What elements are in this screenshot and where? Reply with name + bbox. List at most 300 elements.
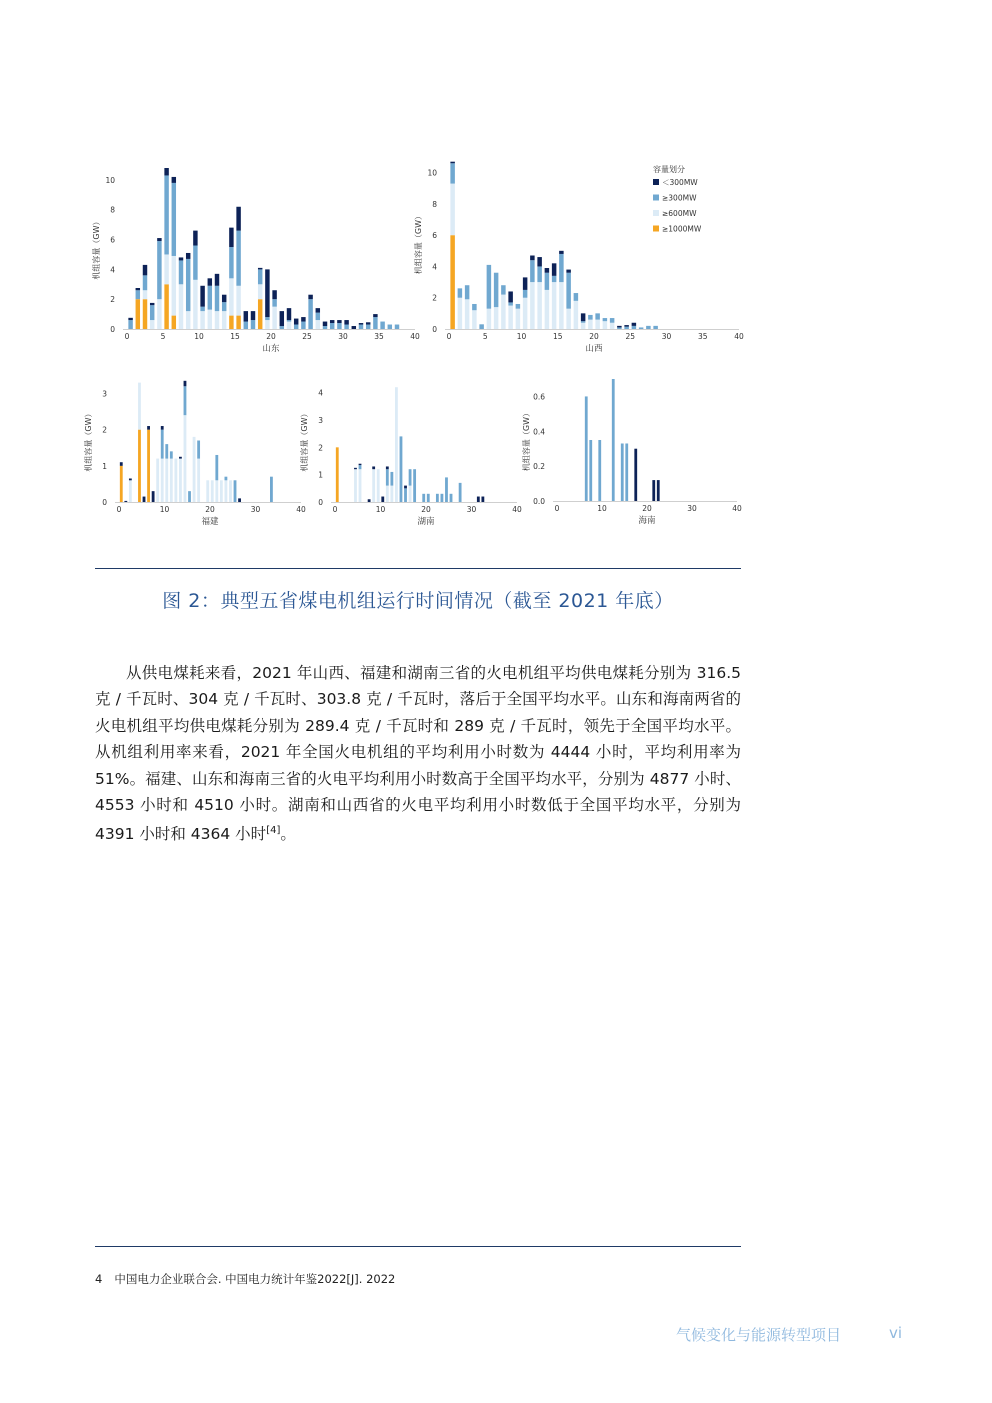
bar-segment-ge300 — [395, 325, 399, 329]
bar-segment-ge600 — [200, 311, 204, 329]
reference-marker[interactable]: [4] — [266, 825, 281, 837]
bar-segment-lt300 — [193, 231, 197, 246]
bar-segment-lt300 — [179, 257, 183, 260]
bar-segment-ge300 — [646, 326, 651, 329]
bar-segment-ge600 — [537, 282, 542, 329]
bar-segment-ge300 — [523, 290, 528, 298]
bar-segment-lt300 — [157, 238, 161, 241]
bar-segment-lt300 — [143, 265, 147, 275]
bar-segment-ge300 — [494, 273, 499, 307]
bar-segment-lt300 — [172, 177, 176, 183]
bar-segment-ge600 — [179, 284, 183, 329]
legend-swatch — [653, 226, 659, 232]
bar-segment-ge600 — [377, 469, 380, 502]
bar-segment-ge1000 — [336, 447, 339, 502]
bar-segment-lt300 — [559, 251, 564, 254]
bar-segment-ge300 — [624, 327, 629, 329]
bar-segment-ge300 — [585, 396, 588, 501]
bar-segment-ge1000 — [229, 316, 233, 329]
bar-segment-lt300 — [238, 498, 241, 502]
y-tick-label: 0 — [432, 325, 437, 334]
bar-segment-ge600 — [208, 310, 212, 329]
bar-segment-ge600 — [530, 282, 535, 329]
bar-segment-ge600 — [193, 437, 196, 502]
bar-segment-lt300 — [229, 228, 233, 247]
bar-segment-lt300 — [150, 303, 154, 305]
bar-segment-lt300 — [136, 288, 140, 290]
y-axis-label: 机组容量（GW） — [84, 409, 93, 472]
footer-page-number: vi — [889, 1324, 903, 1342]
bar-segment-lt300 — [164, 168, 168, 175]
bar-segment-ge300 — [459, 483, 462, 502]
bar-segment-lt300 — [359, 323, 363, 324]
bar-segment-ge600 — [215, 480, 218, 502]
province-label: 山西 — [585, 344, 603, 354]
y-tick-label: 0 — [102, 498, 107, 507]
bar-segment-ge600 — [487, 309, 492, 329]
bar-segment-ge300 — [413, 469, 416, 502]
bar-segment-ge300 — [653, 326, 658, 329]
bar-segment-ge600 — [220, 480, 223, 502]
bar-segment-ge300 — [441, 494, 444, 502]
bar-segment-ge600 — [516, 309, 521, 329]
bar-segment-ge600 — [359, 469, 362, 502]
bar-segment-ge300 — [612, 379, 615, 501]
bar-segment-ge300 — [458, 288, 463, 297]
bar-segment-ge300 — [150, 305, 154, 320]
x-tick-label: 40 — [410, 332, 420, 341]
footnote-text: 中国电力企业联合会. 中国电力统计年鉴2022[J]. 2022 — [114, 1272, 396, 1286]
bar-segment-ge300 — [422, 494, 425, 502]
bar-segment-lt300 — [222, 295, 226, 302]
bar-segment-ge300 — [603, 318, 608, 321]
bar-segment-lt300 — [161, 426, 164, 430]
body-paragraph — [95, 660, 741, 848]
legend-label: ≥1000MW — [662, 224, 702, 234]
bar-segment-lt300 — [147, 426, 150, 430]
bar-segment-ge600 — [129, 480, 132, 502]
bar-segment-ge300 — [186, 259, 190, 311]
y-tick-label: 2 — [102, 425, 107, 435]
bar-segment-ge300 — [265, 317, 269, 320]
bar-segment-ge600 — [170, 459, 173, 502]
bar-segment-ge300 — [595, 313, 600, 319]
bar-segment-lt300 — [373, 314, 377, 317]
figure-caption: 图 2：典型五省煤电机组运行时间情况（截至 2021 年底） — [162, 590, 674, 612]
bar-segment-ge600 — [574, 301, 579, 329]
bar-segment-lt300 — [617, 326, 622, 328]
y-tick-label: 8 — [432, 199, 437, 209]
x-tick-label: 25 — [625, 332, 636, 341]
bar-segment-ge600 — [186, 311, 190, 329]
bar-segment-ge600 — [588, 320, 593, 329]
chart-4 — [521, 379, 742, 526]
bar-segment-ge300 — [323, 326, 327, 329]
bar-segment-ge300 — [388, 325, 392, 329]
legend-swatch — [653, 195, 659, 201]
province-label: 福建 — [201, 517, 219, 527]
x-tick-label: 40 — [732, 504, 742, 513]
bar-segment-lt300 — [200, 286, 204, 307]
y-axis-label: 机组容量（GW） — [522, 408, 531, 472]
bar-segment-ge600 — [236, 286, 240, 316]
bar-segment-lt300 — [244, 311, 248, 321]
bar-segment-ge600 — [165, 459, 168, 502]
bar-segment-ge600 — [229, 278, 233, 315]
bar-segment-ge300 — [170, 451, 173, 458]
x-tick-label: 0 — [554, 504, 560, 513]
y-axis-label: 机组容量（GW） — [92, 217, 101, 280]
bar-segment-ge300 — [621, 443, 624, 501]
bar-segment-ge300 — [530, 260, 535, 282]
bar-segment-ge600 — [595, 320, 600, 329]
bar-segment-lt300 — [287, 308, 291, 320]
bar-segment-ge600 — [566, 309, 571, 329]
x-tick-label: 30 — [466, 505, 477, 514]
bar-segment-ge600 — [501, 295, 506, 329]
bar-segment-ge300 — [487, 265, 492, 309]
bar-segment-lt300 — [359, 464, 362, 465]
y-tick-label: 6 — [110, 235, 115, 245]
bar-segment-ge600 — [386, 486, 389, 502]
bar-segment-lt300 — [337, 320, 341, 323]
bar-segment-ge300 — [588, 315, 593, 320]
y-tick-label: 3 — [318, 416, 323, 425]
bar-segment-ge300 — [386, 469, 389, 485]
bar-segment-ge300 — [639, 327, 644, 329]
bar-segment-ge300 — [215, 286, 219, 311]
bar-segment-ge300 — [566, 273, 571, 309]
x-tick-label: 20 — [589, 332, 599, 341]
y-tick-label: 0.2 — [533, 462, 545, 472]
bar-segment-lt300 — [215, 274, 219, 286]
bar-segment-lt300 — [330, 320, 334, 323]
footer-project-title: 气候变化与能源转型项目 — [676, 1326, 842, 1344]
legend-label: ＜300MW — [662, 178, 698, 187]
x-tick-label: 10 — [597, 504, 607, 513]
bar-segment-ge1000 — [136, 299, 140, 329]
caption-rule — [95, 568, 741, 569]
bar-segment-ge300 — [308, 299, 312, 329]
footnote-number: 4 — [95, 1272, 103, 1286]
bar-segment-ge1000 — [143, 299, 147, 329]
bar-segment-ge600 — [272, 307, 276, 329]
bar-segment-ge300 — [193, 246, 197, 280]
y-tick-label: 0 — [318, 498, 323, 507]
bar-segment-lt300 — [581, 313, 586, 321]
bar-segment-ge1000 — [120, 466, 123, 502]
bar-segment-ge300 — [287, 320, 291, 321]
legend-swatch — [653, 179, 659, 185]
bar-segment-ge600 — [143, 290, 147, 299]
bar-segment-lt300 — [344, 320, 348, 324]
bar-segment-ge300 — [184, 386, 187, 415]
bar-segment-ge300 — [272, 299, 276, 306]
bar-segment-lt300 — [280, 311, 284, 326]
bar-segment-ge600 — [206, 480, 209, 502]
bar-segment-ge600 — [508, 306, 513, 329]
x-tick-label: 0 — [332, 505, 338, 514]
bar-segment-ge600 — [222, 311, 226, 329]
y-tick-label: 4 — [432, 262, 437, 272]
y-tick-label: 0.4 — [533, 427, 545, 437]
bar-segment-ge1000 — [138, 430, 141, 502]
bar-segment-lt300 — [624, 325, 629, 327]
bar-segment-lt300 — [186, 253, 190, 259]
bar-segment-ge600 — [184, 415, 187, 502]
legend-label: ≥600MW — [662, 209, 697, 218]
bar-segment-lt300 — [294, 319, 298, 325]
bar-segment-ge600 — [211, 480, 214, 502]
bar-segment-ge300 — [280, 326, 284, 329]
bar-segment-ge600 — [458, 298, 463, 329]
bar-segment-ge600 — [545, 290, 550, 329]
bar-segment-lt300 — [523, 277, 528, 290]
bar-segment-ge300 — [244, 322, 248, 329]
bar-segment-ge600 — [581, 323, 586, 329]
bar-segment-ge1000 — [236, 316, 240, 329]
bar-segment-ge1000 — [172, 316, 176, 329]
bar-segment-ge600 — [395, 387, 398, 502]
y-tick-label: 0 — [110, 325, 115, 334]
bar-segment-lt300 — [530, 256, 535, 261]
bar-segment-ge1000 — [147, 430, 150, 502]
bar-segment-ge300 — [445, 477, 448, 502]
bar-segment-ge300 — [390, 472, 393, 486]
bar-segment-ge600 — [150, 320, 154, 329]
bar-segment-ge300 — [581, 321, 586, 323]
bar-segment-lt300 — [128, 318, 132, 320]
y-tick-label: 8 — [110, 205, 115, 215]
bar-segment-ge300 — [172, 183, 176, 256]
y-tick-label: 2 — [432, 293, 437, 303]
bar-segment-lt300 — [381, 497, 384, 502]
bar-segment-ge300 — [427, 494, 430, 502]
bar-segment-lt300 — [566, 270, 571, 273]
y-axis-label: 机组容量（GW） — [414, 211, 423, 275]
bar-segment-lt300 — [352, 326, 356, 329]
x-tick-label: 15 — [552, 332, 563, 341]
bar-segment-ge1000 — [164, 284, 168, 329]
bar-segment-ge300 — [234, 480, 237, 502]
bar-segment-lt300 — [354, 468, 357, 469]
bar-segment-ge300 — [380, 322, 384, 329]
legend-swatch — [653, 210, 659, 216]
bar-segment-lt300 — [372, 466, 375, 469]
bar-segment-ge300 — [589, 440, 592, 501]
x-tick-label: 0 — [124, 332, 130, 341]
x-tick-label: 30 — [687, 504, 697, 513]
x-tick-label: 20 — [266, 332, 276, 341]
bar-segment-ge300 — [344, 325, 348, 329]
legend — [653, 164, 702, 234]
bar-segment-ge300 — [270, 477, 273, 502]
bar-segment-ge300 — [574, 293, 579, 301]
bar-segment-lt300 — [120, 462, 123, 466]
bar-segment-ge600 — [258, 284, 262, 299]
x-tick-label: 15 — [230, 332, 240, 341]
y-tick-label: 6 — [432, 231, 437, 241]
bar-segment-ge300 — [465, 285, 470, 299]
bar-segment-lt300 — [652, 480, 655, 501]
x-tick-label: 0 — [116, 505, 122, 514]
y-tick-label: 3 — [102, 389, 107, 399]
bar-segment-ge300 — [251, 320, 255, 329]
chart-2 — [83, 381, 306, 527]
bar-segment-ge300 — [501, 285, 506, 294]
bar-segment-ge600 — [559, 282, 564, 329]
bar-segment-lt300 — [537, 257, 542, 266]
bar-segment-ge300 — [222, 302, 226, 311]
bar-segment-ge600 — [179, 459, 182, 502]
bar-segment-ge300 — [632, 326, 637, 329]
bar-segment-ge300 — [472, 304, 477, 310]
bar-segment-lt300 — [366, 322, 370, 324]
bar-segment-ge300 — [136, 290, 140, 299]
bar-segment-ge300 — [188, 491, 191, 502]
bar-segment-ge600 — [157, 299, 161, 329]
bar-segment-ge300 — [404, 488, 407, 502]
x-tick-label: 30 — [338, 332, 348, 341]
bar-segment-lt300 — [258, 268, 262, 269]
bar-segment-ge300 — [316, 313, 320, 320]
bar-segment-lt300 — [632, 323, 637, 326]
charts-figure — [0, 0, 992, 560]
bar-segment-lt300 — [301, 317, 305, 321]
bar-segment-lt300 — [251, 311, 255, 320]
y-tick-label: 2 — [318, 443, 323, 453]
bar-segment-ge300 — [258, 269, 262, 284]
bar-segment-ge300 — [330, 323, 334, 329]
bar-segment-lt300 — [368, 499, 371, 502]
bar-segment-lt300 — [450, 162, 455, 164]
bar-segment-ge300 — [537, 266, 542, 282]
bar-segment-ge600 — [610, 323, 615, 329]
bar-segment-ge300 — [359, 465, 362, 469]
bar-segment-ge300 — [197, 441, 200, 459]
bar-segment-ge300 — [161, 430, 164, 459]
x-tick-label: 30 — [661, 332, 672, 341]
x-tick-label: 40 — [296, 505, 306, 514]
bar-segment-ge600 — [265, 320, 269, 329]
bar-segment-ge600 — [215, 311, 219, 329]
bar-segment-lt300 — [404, 486, 407, 489]
bar-segment-ge300 — [409, 469, 412, 485]
bar-segment-ge600 — [354, 469, 357, 502]
x-tick-label: 5 — [482, 332, 488, 341]
y-tick-label: 2 — [110, 295, 115, 305]
x-tick-label: 40 — [512, 505, 522, 514]
bar-segment-ge300 — [236, 231, 240, 286]
bar-segment-ge600 — [523, 298, 528, 329]
bar-segment-ge600 — [552, 282, 557, 329]
bar-segment-lt300 — [481, 497, 484, 502]
x-tick-label: 10 — [375, 505, 386, 514]
bar-segment-ge600 — [316, 320, 320, 329]
x-tick-label: 20 — [642, 504, 652, 513]
chart-0 — [91, 168, 420, 354]
x-tick-label: 10 — [516, 332, 527, 341]
legend-label: ≥300MW — [662, 193, 697, 203]
x-tick-label: 25 — [302, 332, 312, 341]
x-tick-label: 30 — [250, 505, 261, 514]
bar-segment-ge300 — [294, 325, 298, 329]
bar-segment-lt300 — [477, 497, 480, 502]
bar-segment-ge600 — [390, 486, 393, 502]
x-tick-label: 40 — [734, 332, 744, 341]
bar-segment-ge600 — [225, 480, 228, 502]
bar-segment-ge300 — [359, 325, 363, 329]
bar-segment-ge1000 — [258, 299, 262, 329]
y-tick-label: 4 — [318, 388, 323, 398]
bar-segment-ge300 — [559, 254, 564, 282]
bar-segment-ge300 — [215, 455, 218, 480]
bar-segment-ge300 — [229, 247, 233, 278]
bar-segment-ge300 — [617, 327, 622, 329]
chart-3 — [299, 387, 522, 527]
bar-segment-ge300 — [598, 440, 601, 501]
body-paragraph-text: 从供电煤耗来看，2021 年山西、福建和湖南三省的火电机组平均供电煤耗分别为 316.5 克 / 千瓦时、304 克 / 千瓦时、303.8 克 / 千瓦时，落后于全国平均水平。山东和海南两省的火电机组平均供电煤耗分别为 289.4 克 / 千瓦时和 289 克 / 千瓦时，领先于全国平均水平。从机组利用率来看，2021 年全国火电机组的平均利用小时数为 4444 小时，平均利用率为 51%。福建、山东和海南三省的火电平均利用小时数高于全国平均水平，分别为 4877 小时、4553 小时和 4510 小时。湖南和山西省的火电平均利用小时数低于全国平均水平，分别为 4391 小时和 4364 小时 — [95, 664, 741, 844]
bar-segment-ge600 — [409, 486, 412, 502]
y-tick-label: 10 — [427, 168, 437, 178]
bar-segment-ge600 — [197, 459, 200, 502]
bar-segment-ge300 — [179, 260, 183, 284]
bar-segment-ge600 — [372, 469, 375, 502]
bar-segment-ge300 — [436, 494, 439, 502]
bar-segment-ge300 — [301, 322, 305, 329]
bar-segment-ge300 — [610, 318, 615, 323]
province-label: 湖南 — [417, 517, 435, 527]
bar-segment-ge300 — [200, 307, 204, 311]
bar-segment-lt300 — [545, 268, 550, 273]
bar-segment-ge600 — [193, 280, 197, 329]
bar-segment-ge600 — [138, 383, 141, 430]
bar-segment-ge300 — [164, 175, 168, 254]
province-label: 海南 — [638, 516, 656, 526]
bar-segment-ge300 — [545, 273, 550, 290]
x-tick-label: 20 — [205, 505, 215, 514]
x-tick-label: 5 — [160, 332, 166, 341]
bar-segment-ge300 — [450, 494, 453, 502]
x-tick-label: 10 — [159, 505, 170, 514]
bar-segment-lt300 — [308, 295, 312, 299]
y-tick-label: 10 — [105, 175, 115, 185]
bar-segment-ge300 — [373, 317, 377, 329]
bar-segment-lt300 — [179, 457, 182, 459]
bar-segment-ge600 — [603, 321, 608, 329]
bar-segment-ge300 — [450, 163, 455, 183]
bar-segment-lt300 — [386, 466, 389, 469]
legend-title: 容量划分 — [653, 165, 685, 174]
bar-segment-lt300 — [634, 449, 637, 501]
bar-segment-ge300 — [225, 477, 228, 481]
bar-segment-lt300 — [208, 278, 212, 285]
y-axis-label: 机组容量（GW） — [300, 409, 309, 472]
bar-segment-lt300 — [323, 322, 327, 326]
y-tick-label: 0.6 — [533, 392, 545, 402]
footnote-rule — [95, 1246, 741, 1247]
bar-segment-ge600 — [172, 256, 176, 316]
bar-segment-ge300 — [337, 323, 341, 329]
province-label: 山东 — [262, 344, 280, 354]
bar-segment-ge300 — [165, 444, 168, 458]
x-tick-label: 20 — [421, 505, 431, 514]
bar-segment-ge300 — [143, 275, 147, 290]
bar-segment-lt300 — [124, 501, 127, 502]
chart-1 — [413, 162, 744, 354]
body-paragraph-tail: 。 — [280, 825, 296, 844]
bar-segment-lt300 — [316, 308, 320, 312]
